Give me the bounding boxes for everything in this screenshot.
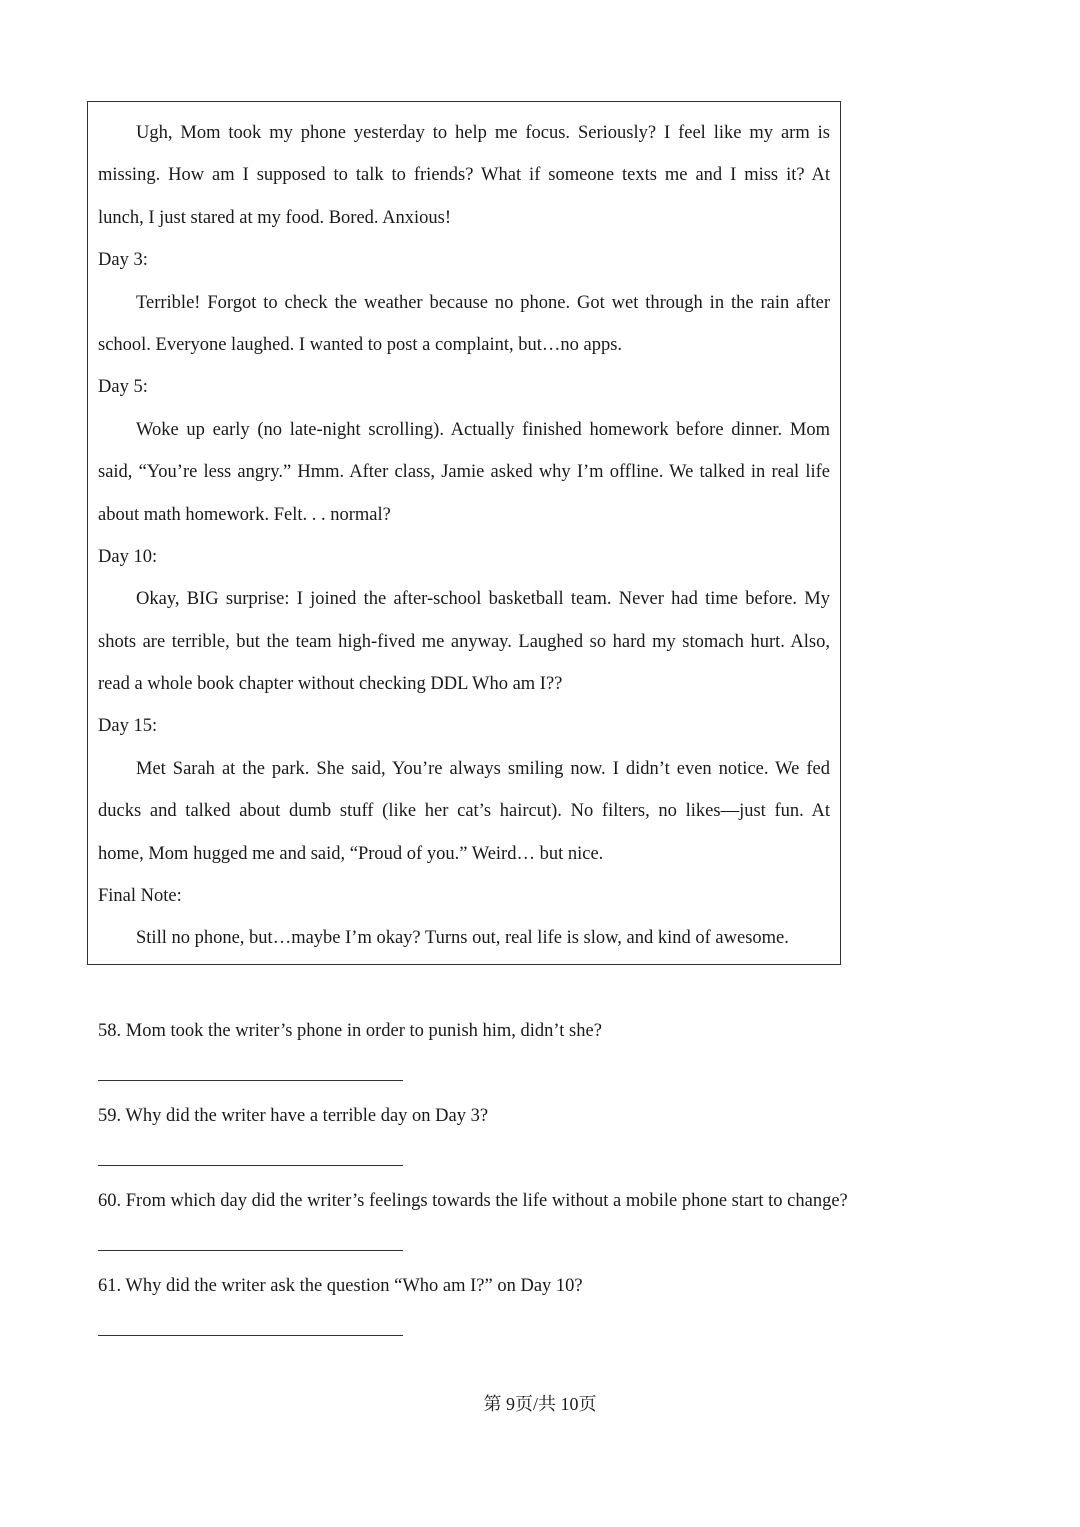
question-59: [98, 1097, 998, 1182]
passage-line: home, Mom hugged me and said, “Proud of you.” Weird… but nice.: [98, 843, 604, 864]
page-number-footer: 第 9页/共 10页: [483, 1394, 597, 1414]
passage-line: about math homework. Felt. . . normal?: [98, 504, 391, 525]
question-text: 59. Why did the writer have a terrible day on Day 3?: [98, 1106, 489, 1126]
passage-line: read a whole book chapter without checking DDL Who am I??: [98, 674, 563, 695]
question-60: [98, 1182, 998, 1267]
reading-passage-box: [87, 101, 841, 965]
passage-line: Okay, BIG surprise: I joined the after-school basketball team. Never had time before. My: [136, 589, 830, 610]
question-61: [98, 1267, 998, 1352]
day-heading: Day 3:: [98, 250, 148, 271]
passage-line: ducks and talked about dumb stuff (like her cat’s haircut). No filters, no likes—just fun. At: [98, 801, 830, 822]
answer-line[interactable]: [98, 1250, 403, 1251]
passage-line: missing. How am I supposed to talk to friends? What if someone texts me and I miss it? At: [98, 165, 830, 186]
passage-line: school. Everyone laughed. I wanted to post a complaint, but…no apps.: [98, 334, 623, 355]
question-text: 60. From which day did the writer’s feelings towards the life without a mobile phone start to change?: [98, 1191, 848, 1211]
day-heading: Day 5:: [98, 377, 148, 398]
passage-line: Still no phone, but…maybe I’m okay? Turns out, real life is slow, and kind of awesome.: [136, 928, 789, 949]
passage-line: said, “You’re less angry.” Hmm. After class, Jamie asked why I’m offline. We talked in real life: [98, 462, 830, 483]
question-text: 58. Mom took the writer’s phone in order to punish him, didn’t she?: [98, 1021, 602, 1041]
passage-line: Ugh, Mom took my phone yesterday to help me focus. Seriously? I feel like my arm is: [136, 123, 830, 143]
day-heading: Day 15:: [98, 716, 158, 737]
answer-line[interactable]: [98, 1335, 403, 1336]
question-text: 61. Why did the writer ask the question “Who am I?” on Day 10?: [98, 1276, 583, 1296]
question-58: [98, 1012, 998, 1097]
answer-line[interactable]: [98, 1165, 403, 1166]
answer-line[interactable]: [98, 1080, 403, 1081]
passage-line: Woke up early (no late-night scrolling). Actually finished homework before dinner. Mom: [136, 419, 830, 440]
day-heading: Day 10:: [98, 546, 158, 567]
question-list: [98, 1012, 998, 1352]
passage-line: shots are terrible, but the team high-fived me anyway. Laughed so hard my stomach hurt. Also,: [98, 631, 830, 652]
passage-line: Terrible! Forgot to check the weather because no phone. Got wet through in the rain after: [136, 292, 830, 313]
passage-line: Met Sarah at the park. She said, You’re always smiling now. I didn’t even notice. We fed: [136, 758, 830, 779]
passage-line: lunch, I just stared at my food. Bored. Anxious!: [98, 207, 451, 228]
day-heading: Final Note:: [98, 886, 182, 907]
